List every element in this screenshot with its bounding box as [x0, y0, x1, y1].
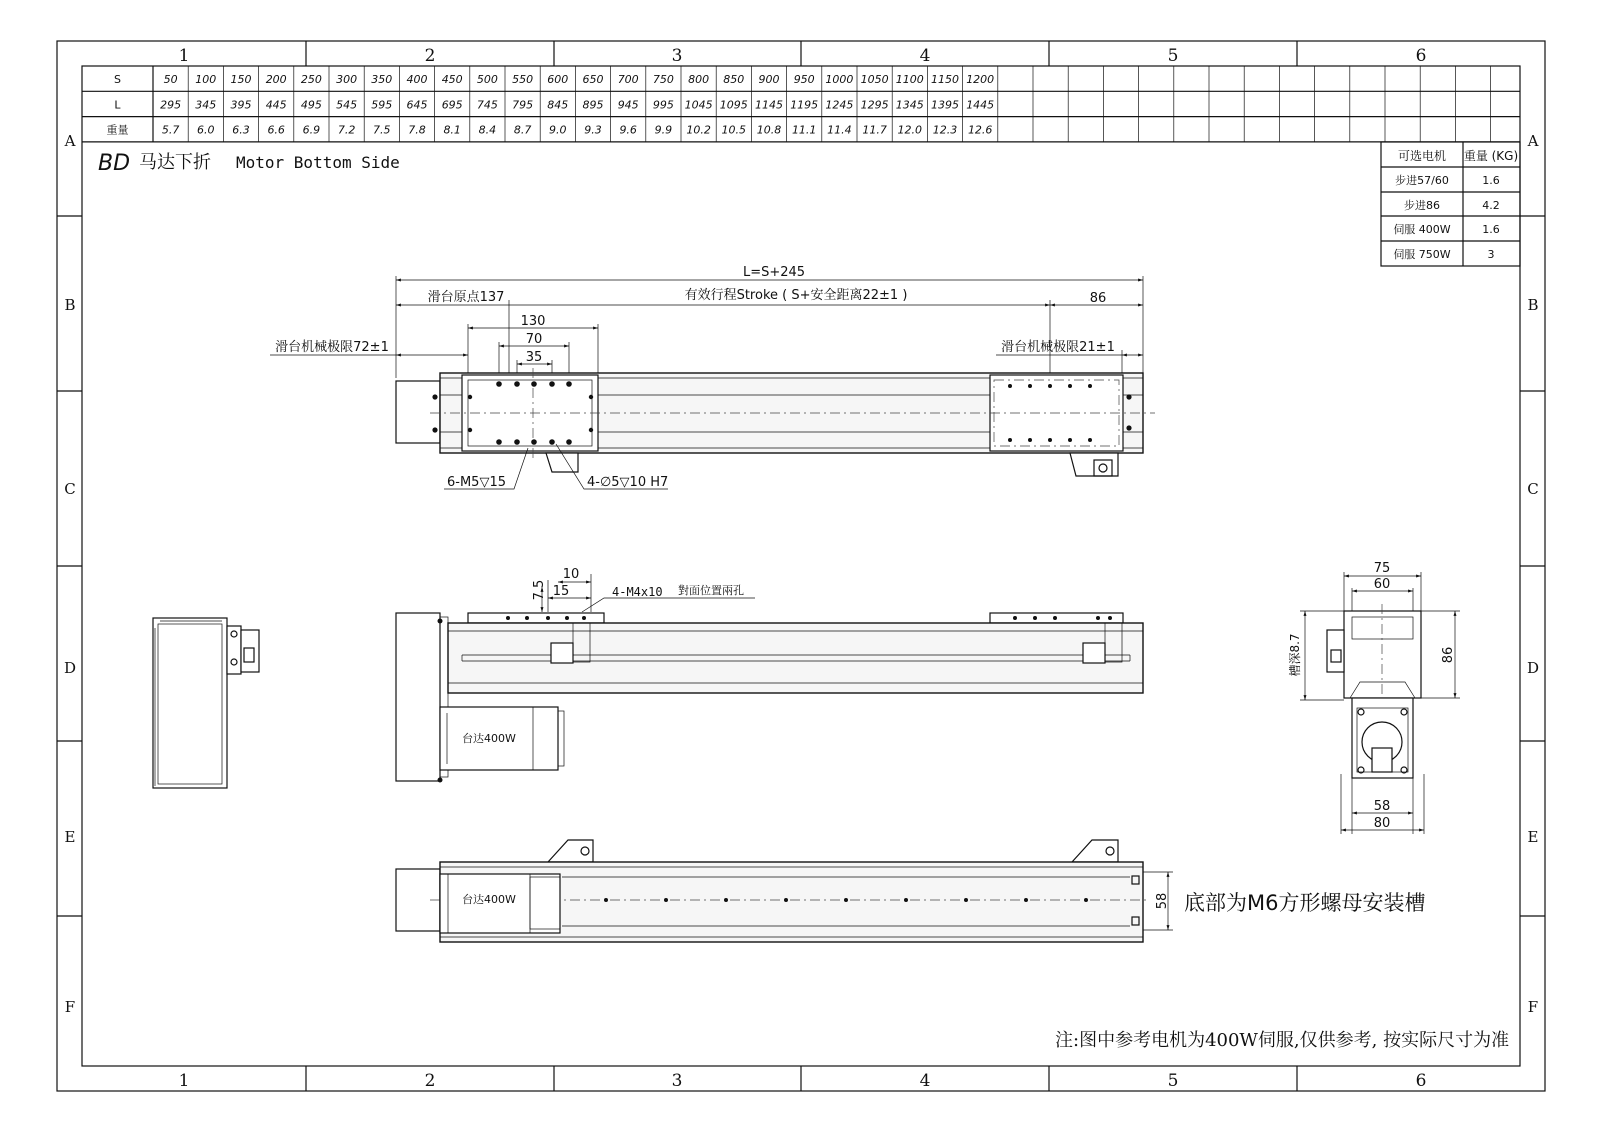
col-label-bottom: 3	[671, 1071, 683, 1091]
dim-80-end: 80	[1373, 816, 1391, 831]
spec-cell: 6.9	[302, 123, 321, 137]
spec-cell: 695	[441, 98, 463, 112]
title-code: BD	[98, 151, 131, 176]
dim-130: 130	[520, 314, 546, 329]
spec-cell: 1195	[790, 98, 819, 112]
row-label-right: C	[1527, 480, 1539, 498]
row-label-left: B	[64, 296, 76, 314]
spec-cell: 11.1	[791, 123, 817, 137]
spec-cell: 900	[758, 73, 780, 86]
row-label-left: E	[64, 828, 76, 846]
spec-cell: 1000	[825, 73, 854, 86]
side-view	[396, 567, 1143, 783]
spec-cell: 850	[723, 73, 745, 86]
hole-spec-d5: 4-∅5▽10 H7	[587, 475, 669, 490]
col-label-bottom: 2	[424, 1071, 436, 1091]
motor-name: 步进86	[1404, 199, 1440, 212]
spec-cell: 1145	[755, 98, 783, 112]
row-label-left: C	[64, 480, 76, 498]
motor-label-side: 台达400W	[462, 732, 516, 745]
motor-table-header: 重量 (KG)	[1463, 149, 1519, 163]
spec-cell: 495	[300, 98, 322, 112]
dim-60: 60	[1373, 577, 1391, 592]
hole-spec-m5: 6-M5▽15	[447, 475, 506, 490]
row-label-right: A	[1527, 132, 1539, 150]
spec-cell: 945	[617, 98, 639, 112]
spec-cell: 545	[336, 98, 358, 112]
spec-cell: 250	[300, 73, 322, 86]
dim-7-5: 7.5	[532, 579, 547, 601]
motor-table	[1381, 142, 1520, 266]
spec-cell: 10.5	[721, 123, 747, 137]
spec-cell: 745	[476, 98, 498, 112]
spec-cell: 445	[265, 98, 287, 112]
spec-cell: 650	[582, 73, 604, 86]
spec-cell: 1150	[931, 73, 959, 86]
spec-cell: 1200	[966, 73, 995, 86]
spec-cell: 1395	[931, 98, 959, 112]
spec-cell: 800	[688, 73, 710, 86]
hole-spec-note: 對面位置兩孔	[678, 584, 744, 597]
motor-weight: 1.6	[1482, 174, 1500, 187]
spec-cell: 12.3	[932, 123, 958, 137]
motor-name: 步进57/60	[1395, 174, 1449, 187]
row-label-right: B	[1527, 296, 1539, 314]
spec-cell: 345	[195, 98, 217, 112]
spec-cell: 595	[371, 98, 393, 112]
spec-cell: 500	[476, 73, 498, 86]
spec-cell: 7.8	[408, 123, 426, 137]
dim-limit-left: 滑台机械极限72±1	[275, 340, 389, 355]
col-label-top: 6	[1415, 46, 1427, 66]
spec-cell: 5.7	[161, 123, 180, 137]
dim-58-bottom: 58	[1155, 892, 1170, 910]
spec-cell: 1100	[895, 73, 924, 86]
row-label-left: F	[64, 998, 76, 1016]
spec-table	[82, 66, 1520, 142]
title-en: Motor Bottom Side	[236, 153, 400, 172]
spec-cell: 700	[617, 73, 639, 86]
spec-row-label: L	[114, 98, 121, 112]
hole-spec-m4: 4-M4x10	[612, 585, 663, 599]
dim-groove-depth: 槽深8.7	[1288, 633, 1302, 677]
spec-cell: 150	[230, 73, 252, 86]
dim-total-length: L=S+245	[742, 265, 806, 280]
dim-15: 15	[552, 584, 570, 599]
spec-cell: 1245	[825, 98, 854, 112]
view-title	[98, 151, 400, 176]
col-label-top: 4	[919, 46, 931, 66]
dim-stroke: 有效行程Stroke ( S+安全距离22±1 )	[684, 288, 908, 303]
spec-cell: 995	[652, 98, 674, 112]
col-label-top: 1	[178, 46, 190, 66]
row-label-left: D	[63, 659, 77, 677]
spec-cell: 6.3	[232, 123, 250, 137]
motor-label-bottom: 台达400W	[462, 893, 516, 906]
spec-cell: 1445	[966, 98, 995, 112]
dim-86: 86	[1089, 291, 1107, 306]
spec-cell: 7.5	[373, 123, 391, 137]
spec-cell: 1050	[860, 73, 889, 86]
spec-cell: 300	[336, 73, 358, 86]
row-label-right: E	[1527, 828, 1539, 846]
top-view	[270, 265, 1155, 490]
spec-cell: 950	[793, 73, 815, 86]
dim-86-end: 86	[1441, 646, 1456, 664]
dim-75: 75	[1373, 561, 1391, 576]
col-label-bottom: 1	[178, 1071, 190, 1091]
dim-35: 35	[525, 350, 543, 365]
spec-cell: 12.0	[897, 123, 923, 137]
spec-cell: 350	[371, 73, 393, 86]
col-label-bottom: 5	[1167, 1071, 1179, 1091]
spec-cell: 11.7	[862, 123, 887, 137]
spec-cell: 1095	[719, 98, 748, 112]
col-label-bottom: 4	[919, 1071, 931, 1091]
spec-cell: 8.4	[478, 123, 497, 137]
bottom-slot-note: 底部为M6方形螺母安装槽	[1184, 891, 1426, 915]
spec-cell: 10.8	[756, 123, 782, 137]
spec-cell: 8.7	[513, 123, 532, 137]
spec-cell: 9.3	[584, 123, 602, 137]
spec-cell: 9.0	[549, 123, 567, 137]
spec-cell: 9.6	[619, 123, 637, 137]
col-label-top: 5	[1167, 46, 1179, 66]
row-label-right: F	[1527, 998, 1539, 1016]
spec-cell: 50	[163, 73, 178, 86]
spec-cell: 1345	[895, 98, 924, 112]
motor-weight: 1.6	[1482, 223, 1500, 236]
spec-cell: 6.6	[267, 123, 285, 137]
bottom-view	[396, 840, 1425, 942]
spec-cell: 845	[547, 98, 569, 112]
right-end-view	[1287, 561, 1460, 834]
spec-cell: 12.6	[967, 123, 993, 137]
spec-cell: 6.0	[197, 123, 215, 137]
spec-cell: 400	[406, 73, 428, 86]
spec-cell: 450	[441, 73, 463, 86]
spec-cell: 1045	[684, 98, 713, 112]
title-cn: 马达下折	[139, 152, 211, 173]
motor-weight: 4.2	[1482, 199, 1500, 212]
footer-note: 注:图中参考电机为400W伺服,仅供参考, 按实际尺寸为准	[1055, 1030, 1510, 1051]
dim-limit-right: 滑台机械极限21±1	[1001, 340, 1115, 355]
spec-row-label: S	[114, 73, 121, 86]
row-label-left: A	[64, 132, 76, 150]
spec-cell: 1295	[860, 98, 889, 112]
spec-cell: 100	[195, 73, 217, 86]
spec-cell: 10.2	[686, 123, 711, 137]
spec-cell: 395	[230, 98, 252, 112]
spec-cell: 645	[406, 98, 428, 112]
row-label-right: D	[1526, 659, 1540, 677]
spec-cell: 295	[160, 98, 182, 112]
dim-58-end: 58	[1373, 799, 1391, 814]
spec-cell: 550	[512, 73, 534, 86]
spec-cell: 9.9	[654, 123, 673, 137]
col-label-top: 2	[424, 46, 436, 66]
spec-cell: 8.1	[443, 123, 461, 137]
spec-cell: 795	[512, 98, 534, 112]
motor-name: 伺服 750W	[1393, 248, 1451, 261]
spec-cell: 895	[582, 98, 604, 112]
spec-cell: 750	[652, 73, 674, 86]
col-label-bottom: 6	[1415, 1071, 1427, 1091]
spec-row-label: 重量	[106, 123, 129, 137]
spec-cell: 200	[265, 73, 287, 86]
motor-weight: 3	[1487, 248, 1495, 261]
dim-origin: 滑台原点137	[427, 290, 505, 305]
dim-10: 10	[562, 567, 580, 582]
spec-cell: 11.4	[827, 123, 852, 137]
col-label-top: 3	[671, 46, 683, 66]
motor-name: 伺服 400W	[1393, 223, 1451, 236]
spec-cell: 600	[547, 73, 569, 86]
dim-70: 70	[525, 332, 543, 347]
motor-table-header: 可选电机	[1397, 149, 1447, 163]
spec-cell: 7.2	[337, 123, 356, 137]
left-end-view	[153, 618, 259, 788]
